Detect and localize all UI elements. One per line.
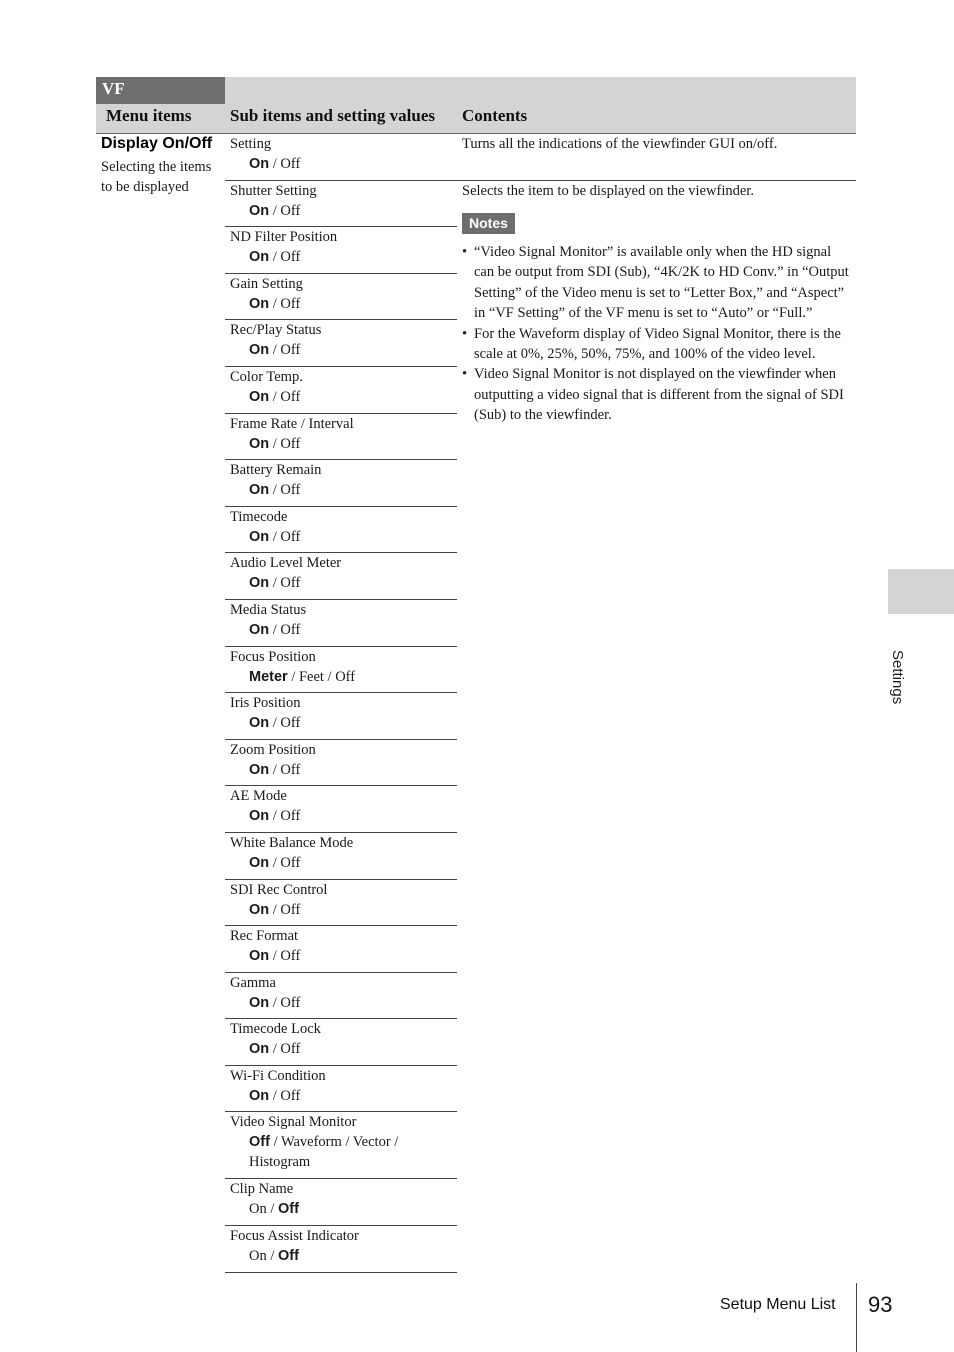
value-option: On / xyxy=(249,1201,278,1218)
sub-item-row xyxy=(225,274,457,321)
items-contents-text: Selects the item to be displayed on the viewfinder. xyxy=(462,183,754,199)
value-option: / Off xyxy=(269,808,301,825)
sub-item-name: Timecode Lock xyxy=(230,1021,321,1038)
sub-item-name: SDI Rec Control xyxy=(230,881,328,898)
sub-item-name: Rec/Play Status xyxy=(230,322,322,339)
column-header-sub-items: Sub items and setting values xyxy=(230,106,435,125)
value-option: / Off xyxy=(269,715,301,732)
sub-item-values xyxy=(230,480,457,500)
sub-item-name: Setting xyxy=(230,136,272,152)
sub-item-values xyxy=(230,900,457,920)
value-option: / Off xyxy=(269,621,301,638)
sub-item-row xyxy=(225,880,457,927)
note-item: • For the Waveform display of Video Signal Monitor, there is the scale at 0%, 25%, 50%, 75%, and 100% of the video level. xyxy=(462,324,854,365)
sub-item-name: Gamma xyxy=(230,974,276,991)
default-value: On xyxy=(249,761,270,778)
sub-item-name: Shutter Setting xyxy=(230,182,317,199)
default-value: On xyxy=(249,1087,270,1104)
value-option: / Off xyxy=(269,575,301,592)
sub-item-name: Timecode xyxy=(230,508,288,525)
value-option: / Off xyxy=(269,854,301,871)
notes-badge: Notes xyxy=(462,213,515,234)
sub-item-values xyxy=(230,1086,457,1106)
column-header-contents: Contents xyxy=(462,106,528,125)
sub-item-values xyxy=(230,201,457,221)
sub-item-row xyxy=(225,134,457,181)
sub-item-row xyxy=(225,460,457,507)
value-option: / Off xyxy=(269,342,301,359)
sub-item-values xyxy=(230,573,457,593)
sub-item-name: Zoom Position xyxy=(230,741,316,758)
setting-contents-text: Turns all the indications of the viewfinder GUI on/off. xyxy=(462,136,778,152)
sub-item-name: AE Mode xyxy=(230,788,287,805)
sub-item-name: Wi-Fi Condition xyxy=(230,1067,326,1084)
sub-item-row xyxy=(225,1066,457,1113)
sub-item-row xyxy=(225,833,457,880)
note-item: • Video Signal Monitor is not displayed on the viewfinder when outputting a video signal that is different from the signal of SDI (Sub) to the viewfinder. xyxy=(462,364,854,425)
value-option: / Off xyxy=(269,295,301,312)
default-value: On xyxy=(249,482,270,499)
sub-item-row xyxy=(225,1226,457,1273)
default-value: On xyxy=(249,575,270,592)
side-tab-label: Settings xyxy=(889,650,906,705)
value-option: / Off xyxy=(269,202,301,219)
default-value: On xyxy=(249,202,270,219)
default-value: Meter xyxy=(249,668,288,685)
note-item: • “Video Signal Monitor” is available only when the HD signal can be output from SDI (Sub), “4K/2K to HD Conv.” in “Output Setting” of the Video menu is set to “Letter Box,” and “Aspect” in “VF Setting” of the VF menu is set to “Auto” or “Full.” xyxy=(462,242,854,324)
sub-item-row xyxy=(225,1112,457,1179)
default-value: Off xyxy=(249,1134,270,1151)
default-value: On xyxy=(249,388,270,405)
sub-items-list xyxy=(225,134,457,1273)
default-value: On xyxy=(249,435,270,452)
sub-item-name: Rec Format xyxy=(230,928,299,945)
sub-item-row xyxy=(225,693,457,740)
default-value: On xyxy=(249,994,270,1011)
sub-item-values xyxy=(230,713,457,733)
sub-item-row xyxy=(225,926,457,973)
section-tab-label: VF xyxy=(102,79,125,98)
page-number: 93 xyxy=(868,1292,893,1317)
sub-item-row xyxy=(225,414,457,461)
sub-item-values xyxy=(230,760,457,780)
sub-item-values xyxy=(230,340,457,360)
sub-item-values xyxy=(230,294,457,314)
value-option: / Feet / Off xyxy=(287,668,356,685)
sub-item-row xyxy=(225,740,457,787)
sub-item-values xyxy=(230,946,457,966)
value-option: / Off xyxy=(269,761,301,778)
sub-item-values xyxy=(230,387,457,407)
value-option: / Off xyxy=(269,901,301,918)
sub-item-name: Audio Level Meter xyxy=(230,555,342,572)
sub-item-name: Media Status xyxy=(230,601,307,618)
value-option: / Off xyxy=(269,388,301,405)
value-option: / Off xyxy=(269,948,301,965)
default-value: On xyxy=(249,342,270,359)
sub-item-values xyxy=(230,434,457,454)
sub-item-name: Battery Remain xyxy=(230,462,322,479)
default-value: On xyxy=(249,808,270,825)
sub-item-values xyxy=(230,667,457,687)
sub-item-values xyxy=(230,247,457,267)
sub-item-name: Clip Name xyxy=(230,1181,294,1198)
sub-item-row xyxy=(225,786,457,833)
value-option: / Off xyxy=(269,249,301,266)
default-value: On xyxy=(249,854,270,871)
menu-item-name: Display On/Off xyxy=(101,135,213,152)
sub-item-values xyxy=(230,1246,457,1266)
value-option: / Off xyxy=(269,528,301,545)
default-value: On xyxy=(249,621,270,638)
sub-item-row xyxy=(225,367,457,414)
sub-item-values xyxy=(230,1039,457,1059)
sub-item-values xyxy=(230,853,457,873)
sub-item-row xyxy=(225,320,457,367)
sub-item-name: Focus Assist Indicator xyxy=(230,1228,359,1245)
value-option: / Off xyxy=(269,1087,301,1104)
sub-item-values xyxy=(230,620,457,640)
sub-item-name: Video Signal Monitor xyxy=(230,1114,357,1131)
sub-item-values xyxy=(230,1132,457,1172)
value-option: / Off xyxy=(269,435,301,452)
sub-item-row xyxy=(225,227,457,274)
default-value: Off xyxy=(278,1201,299,1218)
value-option: / Off xyxy=(269,156,301,172)
default-value: On xyxy=(249,901,270,918)
side-tab-marker xyxy=(888,569,954,614)
sub-item-name: White Balance Mode xyxy=(230,834,354,851)
sub-item-row xyxy=(225,973,457,1020)
sub-item-values xyxy=(230,527,457,547)
default-value: On xyxy=(249,528,270,545)
sub-item-row xyxy=(225,181,457,228)
sub-item-row xyxy=(225,553,457,600)
sub-item-row xyxy=(225,507,457,554)
notes-list xyxy=(462,242,854,426)
sub-item-values xyxy=(230,993,457,1013)
sub-item-row xyxy=(225,1179,457,1226)
sub-item-name: Focus Position xyxy=(230,648,316,665)
default-value: On xyxy=(249,249,270,266)
sub-item-values xyxy=(230,154,457,174)
sub-item-name: Iris Position xyxy=(230,695,301,712)
sub-item-name: Frame Rate / Interval xyxy=(230,415,354,432)
default-value: On xyxy=(249,156,270,172)
value-option: / Off xyxy=(269,482,301,499)
value-option: On / xyxy=(249,1248,278,1265)
footer-divider xyxy=(856,1283,857,1352)
default-value: On xyxy=(249,295,270,312)
sub-item-values xyxy=(230,1199,457,1219)
column-header-menu-items: Menu items xyxy=(106,106,192,125)
sub-item-row xyxy=(225,647,457,694)
sub-item-row xyxy=(225,600,457,647)
default-value: On xyxy=(249,715,270,732)
default-value: Off xyxy=(278,1248,299,1265)
sub-item-name: Color Temp. xyxy=(230,368,303,385)
menu-item-description: Selecting the items to be displayed xyxy=(101,159,212,195)
default-value: On xyxy=(249,948,270,965)
value-option: / Off xyxy=(269,1041,301,1058)
sub-item-name: Gain Setting xyxy=(230,275,303,292)
sub-item-row xyxy=(225,1019,457,1066)
footer-section-label: Setup Menu List xyxy=(720,1296,836,1313)
value-option: / Waveform / Vector / Histogram xyxy=(249,1134,399,1171)
sub-item-values xyxy=(230,806,457,826)
sub-item-name: ND Filter Position xyxy=(230,229,338,246)
value-option: / Off xyxy=(269,994,301,1011)
default-value: On xyxy=(249,1041,270,1058)
